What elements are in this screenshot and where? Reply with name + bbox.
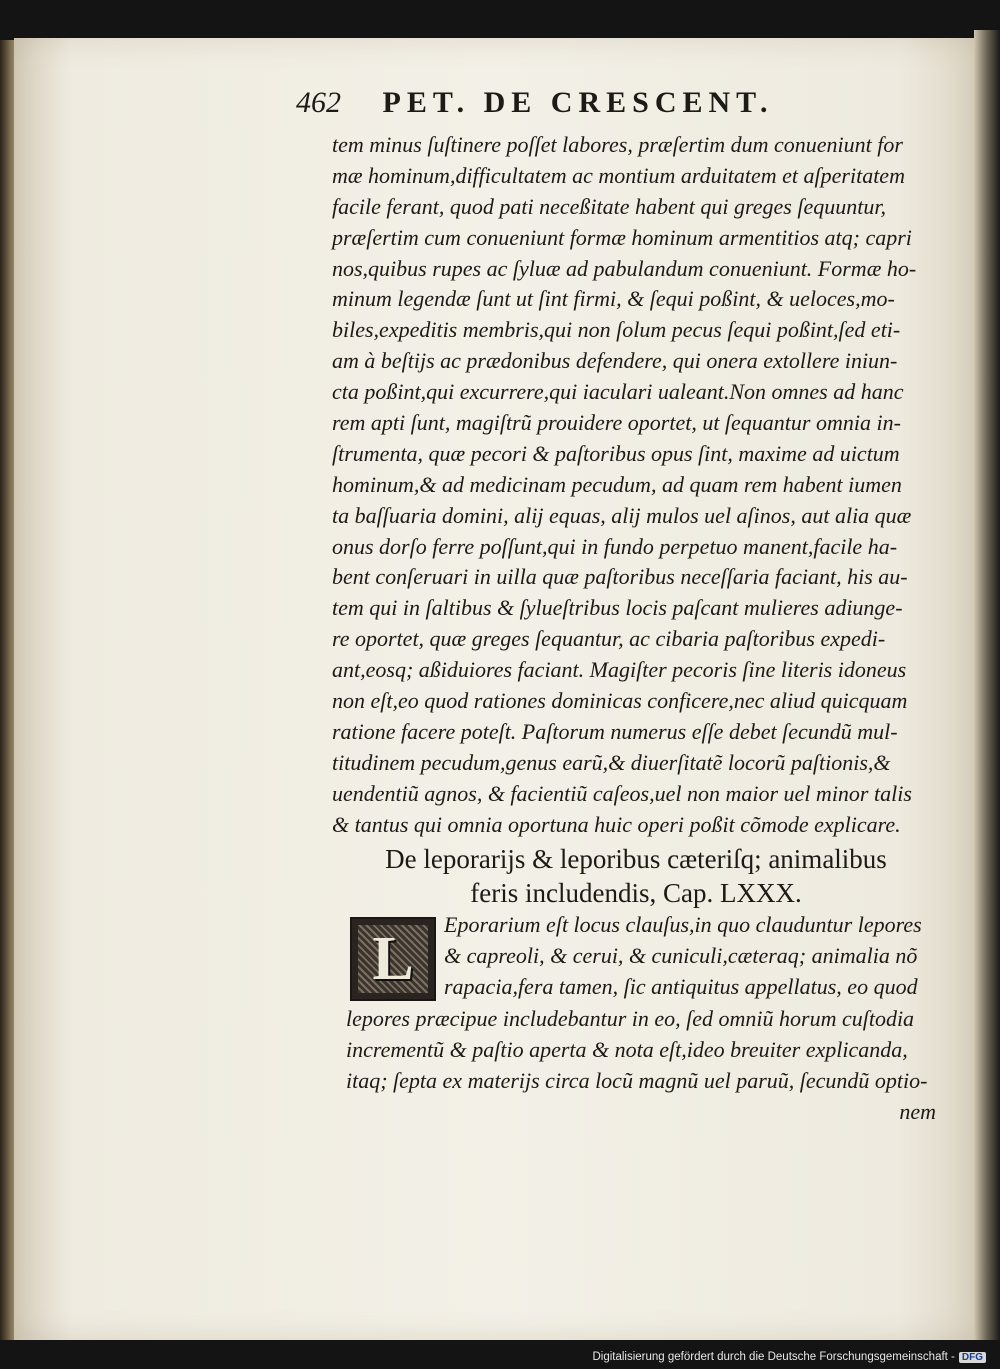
text-line: biles,expeditis membris,qui non ſolum pecus ſequi poßint,ſed eti-: [332, 317, 901, 343]
catchword: nem: [899, 1098, 936, 1124]
text-line: ta baſſuaria domini, alij equas, alij mulos uel aſinos, aut alia quæ: [332, 502, 912, 528]
chapter-heading-line: feris includendis, Cap. LXXX.: [470, 878, 802, 908]
drop-cap-initial: [350, 917, 436, 1001]
text-line: mæ hominum,difficultatem ac montium arduitatem et aſperitatem: [332, 162, 905, 188]
text-line: itaq; ſepta ex materijs circa locũ magnũ uel paruũ, ſecundũ optio-: [346, 1067, 928, 1093]
text-line: præſertim cum conueniunt formæ hominum armentitios atq; capri: [332, 224, 912, 250]
page-right-edge: [974, 30, 1000, 1340]
text-line: Eporarium eſt locus clauſus,in quo clauduntur lepores: [444, 912, 922, 937]
text-line: am à beſtijs ac prædonibus defendere, qui onera extollere iniun-: [332, 348, 898, 374]
text-line: rapacia,fera tamen, ſic antiquitus appellatus, eo quod: [444, 973, 918, 999]
text-line: ratione facere poteſt. Paſtorum numerus eſſe debet ſecundũ mul-: [332, 718, 898, 744]
text-line: minum legendæ ſunt ut ſint firmi, & ſequi poßint, & ueloces,mo-: [332, 286, 895, 312]
text-line: re oportet, quæ greges ſequantur, ac cibaria paſtoribus expedi-: [332, 626, 886, 652]
chapter-heading-line: De leporarijs & leporibus cæteriſq; animalibus: [385, 844, 887, 874]
text-line: non eſt,eo quod rationes dominicas conficere,nec aliud quicquam: [332, 688, 908, 714]
text-line: & tantus qui omnia oportuna huic operi poßit cõmode explicare.: [332, 811, 901, 837]
text-line: cta poßint,qui excurrere,qui iaculari ualeant.Non omnes ad hanc: [332, 379, 904, 405]
text-line: facile ferant, quod pati neceßitate habent qui greges ſequuntur,: [332, 193, 886, 219]
dfg-logo: DFG: [959, 1352, 986, 1363]
drop-cap-letter: L: [372, 924, 414, 993]
text-line: & capreoli, & cerui, & cuniculi,cæteraq; animalia nõ: [444, 942, 918, 968]
text-line: rem apti ſunt, magiſtrũ prouidere oportet, ut ſequantur omnia in-: [332, 410, 901, 436]
text-line: tem qui in ſaltibus & ſylueſtribus locis paſcant mulieres adiunge-: [332, 595, 903, 621]
running-head: [296, 86, 856, 120]
text-line: bent conſeruari in uilla quæ paſtoribus neceſſaria faciant, his au-: [332, 564, 908, 590]
page-number: 462: [296, 86, 341, 119]
text-line: nos,quibus rupes ac ſyluæ ad pabulandum conueniunt. Formæ ho-: [332, 255, 917, 281]
text-line: tem minus ſuſtinere poſſet labores, præſertim dum conueniunt for: [332, 132, 903, 157]
text-line: ant,eosq; aßiduiores faciant. Magiſter pecoris ſine literis idoneus: [332, 657, 907, 683]
text-line: lepores præcipue includebantur in eo, ſed omniũ horum cuſtodia: [346, 1006, 915, 1031]
text-line: ſtrumenta, quæ pecori & paſtoribus opus ſint, maxime ad uictum: [332, 440, 900, 466]
text-line: uendentiũ agnos, & facientiũ caſeos,uel non maior uel minor talis: [332, 780, 912, 806]
text-line: onus dorſo ferre poſſunt,qui in fundo perpetuo manent,facile ha-: [332, 533, 898, 559]
text-line: hominum,& ad medicinam pecudum, ad quam rem habent iumen: [332, 471, 902, 497]
text-block-2: [346, 1004, 936, 1128]
footer-text: Digitalisierung gefördert durch die Deutsche Forschungsgemeinschaft -: [592, 1351, 955, 1363]
digitization-footer: [592, 1351, 986, 1363]
chapter-heading: [336, 842, 936, 910]
text-block-2-beside-initial: [444, 910, 936, 1003]
text-block-1: [332, 130, 932, 840]
text-line: titudinem pecudum,genus earũ,& diuerſitatẽ locorũ paſtionis,&: [332, 749, 891, 775]
running-head-title: PET. DE CRESCENT.: [382, 86, 774, 119]
text-line: incrementũ & paſtio aperta & nota eſt,ideo breuiter explicanda,: [346, 1036, 908, 1062]
